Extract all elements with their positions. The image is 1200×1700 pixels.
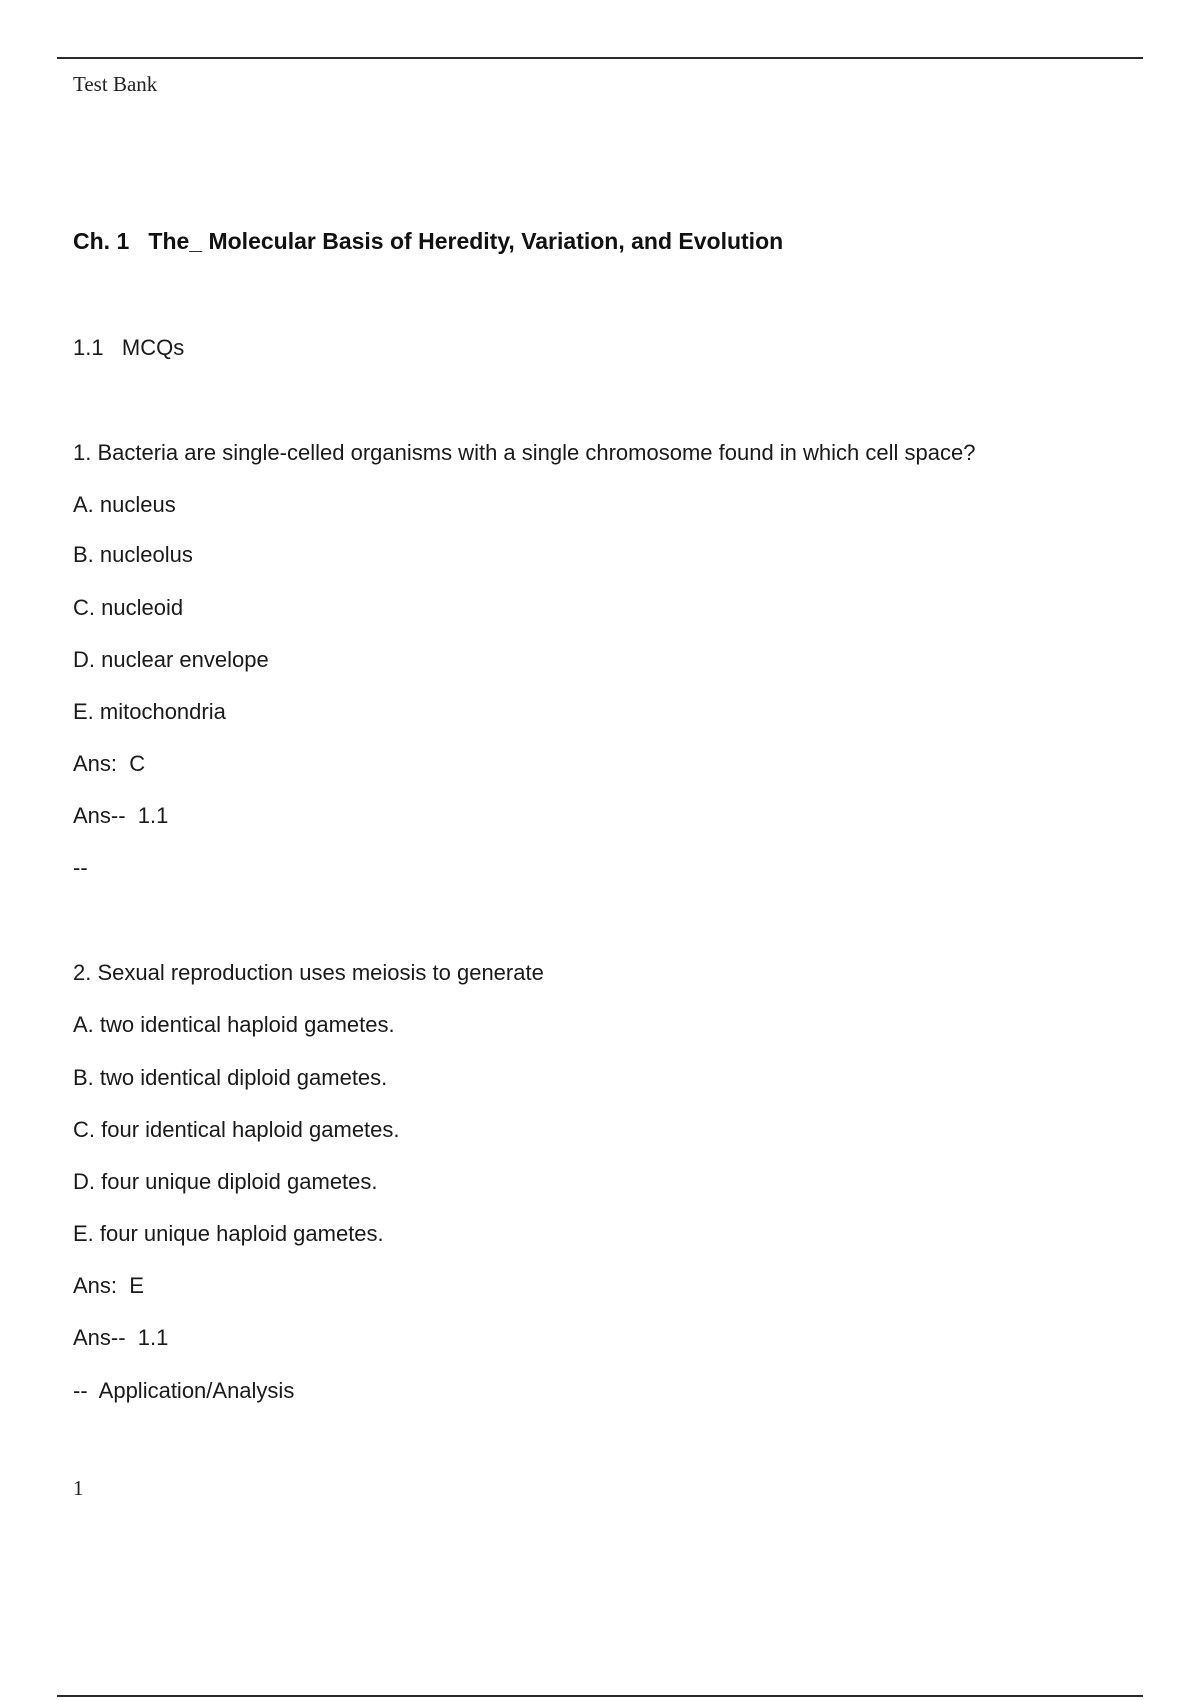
answer-key: Ans: E <box>73 1273 144 1298</box>
top-rule <box>57 57 1143 59</box>
answer-option-b: B. nucleolus <box>73 542 193 567</box>
classification: -- <box>73 855 88 880</box>
page-number: 1 <box>73 1476 84 1500</box>
answer-option-e: E. mitochondria <box>73 699 226 724</box>
classification: -- Application/Analysis <box>73 1378 295 1403</box>
bottom-rule <box>57 1695 1143 1697</box>
running-header: Test Bank <box>73 72 158 96</box>
chapter-title: Ch. 1 The_ Molecular Basis of Heredity, Variation, and Evolution <box>73 228 784 254</box>
answer-option-a: A. two identical haploid gametes. <box>73 1012 395 1037</box>
answer-option-a: A. nucleus <box>73 492 176 517</box>
answer-option-c: C. nucleoid <box>73 595 184 620</box>
question-text: 2. Sexual reproduction uses meiosis to generate <box>73 960 544 985</box>
answer-option-d: D. nuclear envelope <box>73 647 269 672</box>
section-reference: Ans-- 1.1 <box>73 803 169 828</box>
section-title: 1.1 MCQs <box>73 335 185 360</box>
section-reference: Ans-- 1.1 <box>73 1325 169 1350</box>
answer-option-c: C. four identical haploid gametes. <box>73 1117 400 1142</box>
answer-option-d: D. four unique diploid gametes. <box>73 1169 378 1194</box>
answer-key: Ans: C <box>73 751 146 776</box>
question-text: 1. Bacteria are single-celled organisms with a single chromosome found in which cell space? <box>73 440 976 465</box>
answer-option-b: B. two identical diploid gametes. <box>73 1065 388 1090</box>
answer-option-e: E. four unique haploid gametes. <box>73 1221 384 1246</box>
